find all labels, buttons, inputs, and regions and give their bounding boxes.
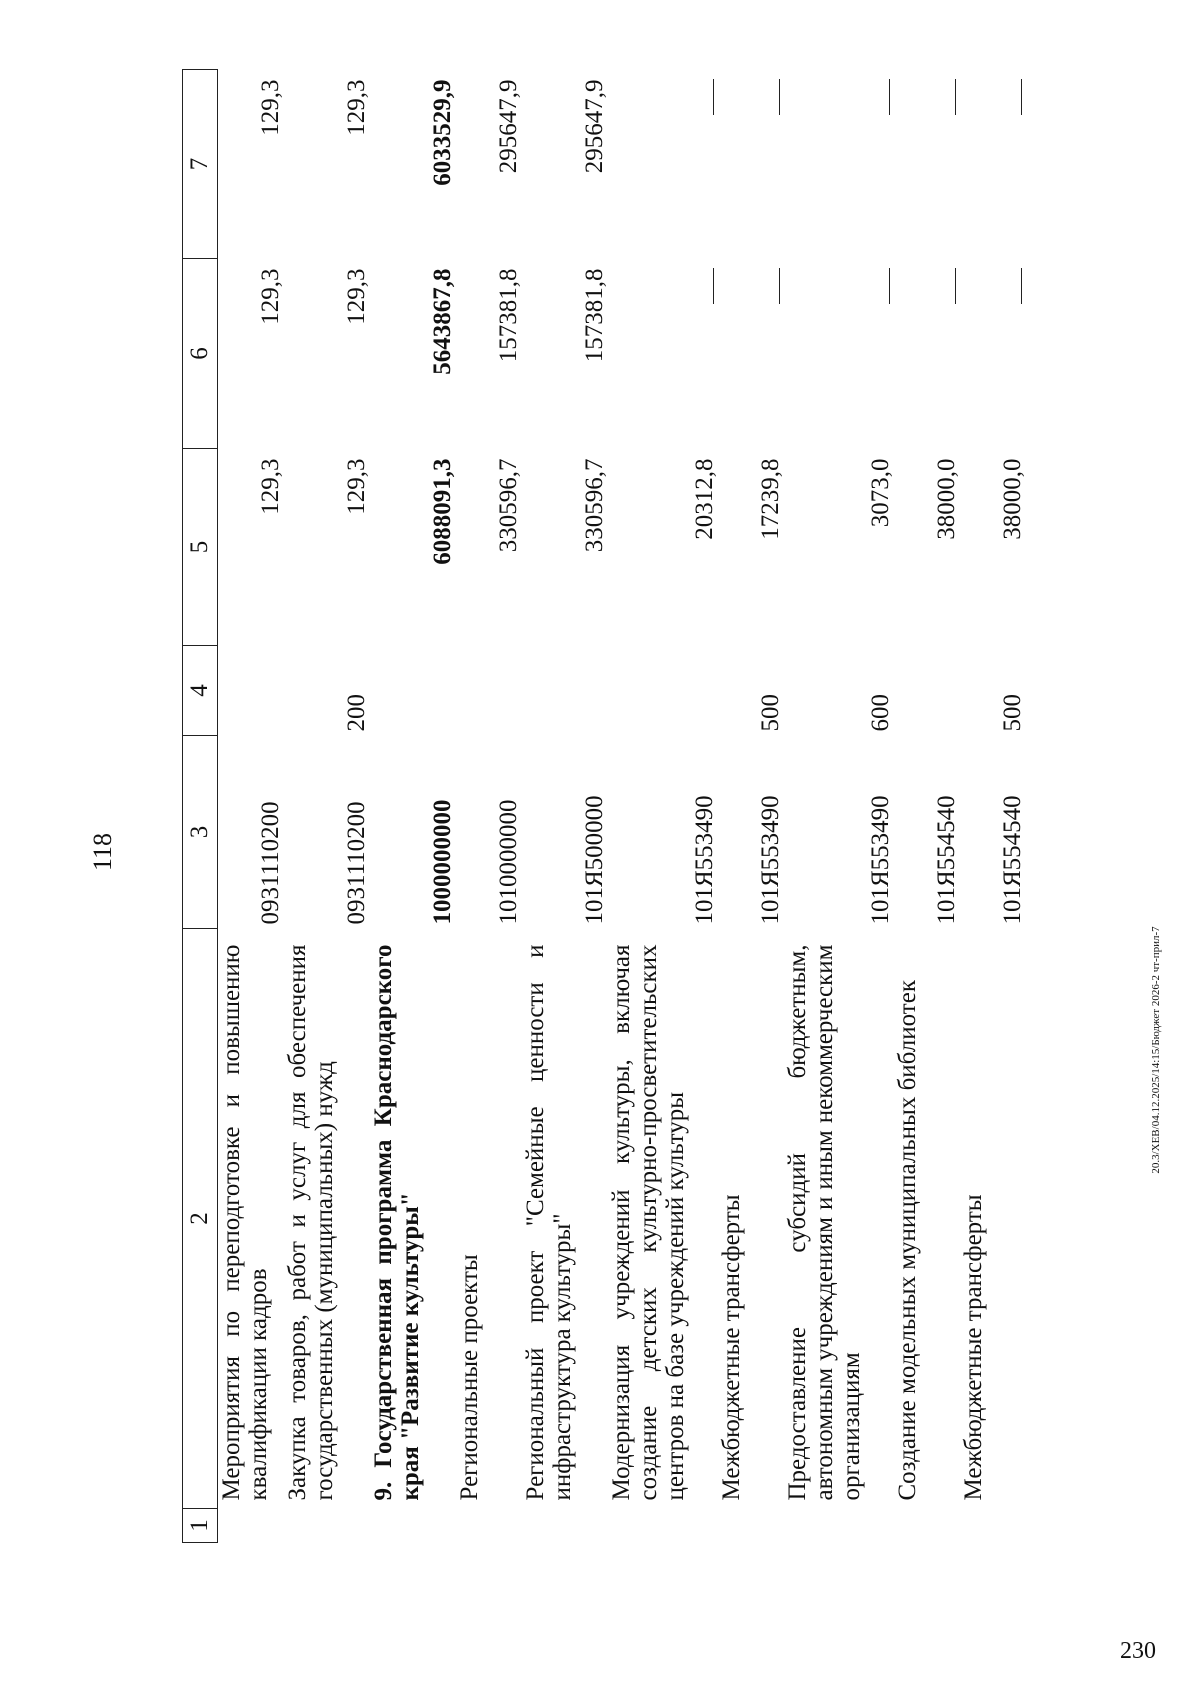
row-value-7 (456, 70, 522, 259)
row-name-text: Региональный проект "Семейные ценности и инфраструктура культуры" (522, 944, 576, 1501)
row-number (784, 1509, 894, 1543)
row-name-text: Модернизация учреждений культуры, включая создание детских культурно-просветительских центров на базе учреждений культуры (608, 944, 689, 1501)
row-value-6-text: 5643867,8 (429, 268, 456, 375)
row-value-6 (284, 259, 370, 449)
row-number-text: 9. (370, 1481, 397, 1501)
row-value-7 (608, 70, 718, 259)
row-value-7-text: 129,3 (257, 79, 284, 136)
row-code (960, 736, 1026, 929)
row-name-text: Закупка товаров, работ и услуг для обеспечения государственных (муниципальных) нужд (284, 944, 338, 1501)
row-code (370, 736, 456, 929)
row-value-7-text: 6033529,9 (429, 79, 456, 186)
row-type-text: 200 (343, 694, 370, 732)
row-code-text: 0931110200 (257, 801, 284, 925)
dash-mark (713, 80, 714, 116)
row-value-6 (370, 259, 456, 449)
dash-mark (955, 269, 956, 305)
row-value-7-text: 295647,9 (581, 79, 608, 174)
row-value-5-text: 38000,0 (999, 458, 1026, 540)
table-row (218, 70, 285, 1543)
table-row (608, 70, 718, 1543)
row-type (370, 646, 456, 736)
dash-mark (889, 80, 890, 116)
row-value-7 (370, 70, 456, 259)
row-name-text: Региональные проекты (456, 1254, 483, 1501)
row-type (718, 646, 784, 736)
row-type (894, 646, 960, 736)
header-col-7: 7 (183, 70, 218, 259)
row-value-6 (608, 259, 718, 449)
table-row (522, 70, 608, 1543)
row-value-6 (456, 259, 522, 449)
row-code (894, 736, 960, 929)
row-value-5 (718, 449, 784, 646)
row-value-6 (784, 259, 894, 449)
row-value-5 (894, 449, 960, 646)
table-row (284, 70, 370, 1543)
row-value-7 (960, 70, 1026, 259)
row-value-7 (522, 70, 608, 259)
row-value-5 (784, 449, 894, 646)
budget-table (182, 69, 1026, 1543)
dash-mark (779, 269, 780, 305)
row-value-5 (284, 449, 370, 646)
row-name (718, 929, 784, 1509)
row-value-5 (960, 449, 1026, 646)
row-name (522, 929, 608, 1509)
row-code-text: 101Я500000 (581, 795, 608, 925)
row-value-5 (218, 449, 285, 646)
row-code-text: 0931110200 (343, 801, 370, 925)
row-code-text: 101Я553490 (867, 795, 894, 925)
row-name-text: Межбюджетные трансферты (718, 1194, 745, 1501)
row-type-text: 500 (999, 694, 1026, 732)
row-code-text: 101Я553490 (757, 795, 784, 925)
row-name (284, 929, 370, 1509)
row-name-text: Создание модельных муниципальных библиотек (894, 980, 921, 1501)
row-value-7 (218, 70, 285, 259)
row-value-6 (522, 259, 608, 449)
row-code (456, 736, 522, 929)
row-code-text: 1000000000 (429, 799, 456, 925)
row-value-5-text: 38000,0 (933, 458, 960, 540)
header-col-5: 5 (183, 449, 218, 646)
row-value-5-text: 330596,7 (581, 458, 608, 553)
row-number (218, 1509, 285, 1543)
row-value-6 (960, 259, 1026, 449)
row-type (784, 646, 894, 736)
row-value-7 (784, 70, 894, 259)
row-number (456, 1509, 522, 1543)
row-value-7 (284, 70, 370, 259)
row-value-5 (608, 449, 718, 646)
header-col-1: 1 (183, 1509, 218, 1543)
row-value-6-text: 157381,8 (495, 268, 522, 363)
row-code (784, 736, 894, 929)
row-type (608, 646, 718, 736)
row-name-text: Межбюджетные трансферты (960, 1194, 987, 1501)
row-code (218, 736, 285, 929)
dash-mark (1021, 80, 1022, 116)
row-value-7 (718, 70, 784, 259)
row-value-6-text: 129,3 (343, 268, 370, 325)
row-code-text: 101Я554540 (999, 795, 1026, 925)
row-name (784, 929, 894, 1509)
table-header-row (183, 70, 218, 1543)
row-number (608, 1509, 718, 1543)
row-value-6-text: 129,3 (257, 268, 284, 325)
row-value-5 (456, 449, 522, 646)
row-name (960, 929, 1026, 1509)
row-value-5 (522, 449, 608, 646)
row-code (608, 736, 718, 929)
row-name-text: Предоставление субсидий бюджетным, автономным учреждениям и иным некоммерческим организациям (784, 944, 865, 1501)
row-code-text: 1010000000 (495, 799, 522, 925)
table-row (718, 70, 784, 1543)
row-number (284, 1509, 370, 1543)
page-number-bottom: 230 (1120, 1638, 1156, 1664)
header-col-2: 2 (183, 929, 218, 1509)
row-type (218, 646, 285, 736)
row-value-5 (370, 449, 456, 646)
row-value-6-text: 157381,8 (581, 268, 608, 363)
row-name-text: Государственная программа Краснодарского края "Развитие культуры" (370, 944, 424, 1501)
dash-mark (955, 80, 956, 116)
row-code-text: 101Я554540 (933, 795, 960, 925)
row-value-5-text: 3073,0 (867, 458, 894, 528)
row-code-text: 101Я553490 (691, 795, 718, 925)
table-row (370, 70, 456, 1543)
table-row (894, 70, 960, 1543)
row-value-5-text: 330596,7 (495, 458, 522, 553)
row-type-text: 600 (867, 694, 894, 732)
row-number (960, 1509, 1026, 1543)
row-code (284, 736, 370, 929)
row-number (370, 1509, 456, 1543)
row-name (894, 929, 960, 1509)
header-col-3: 3 (183, 736, 218, 929)
row-value-5-text: 17239,8 (757, 458, 784, 540)
dash-mark (1021, 269, 1022, 305)
row-name-text: Мероприятия по переподготовке и повышению квалификации кадров (218, 944, 272, 1501)
header-col-4: 4 (183, 646, 218, 736)
row-number (522, 1509, 608, 1543)
row-value-5-text: 129,3 (257, 458, 284, 515)
table-row (960, 70, 1026, 1543)
row-type-text: 500 (757, 694, 784, 732)
row-name (370, 929, 456, 1509)
row-number (894, 1509, 960, 1543)
row-number (718, 1509, 784, 1543)
row-value-7-text: 295647,9 (495, 79, 522, 174)
dash-mark (779, 80, 780, 116)
budget-table-rotated (182, 70, 1106, 1543)
footer-code: 20.3/ХЕВ/04.12.2025/14:15/Бюджет 2026-2 чт-прил-7 (1150, 926, 1162, 1174)
dash-mark (713, 269, 714, 305)
row-value-7 (894, 70, 960, 259)
row-value-6 (218, 259, 285, 449)
row-value-6 (894, 259, 960, 449)
row-type (522, 646, 608, 736)
row-name (218, 929, 285, 1509)
row-value-5-text: 129,3 (343, 458, 370, 515)
row-value-7-text: 129,3 (343, 79, 370, 136)
row-code (522, 736, 608, 929)
dash-mark (889, 269, 890, 305)
row-value-5-text: 6088091,3 (429, 458, 456, 565)
row-type (284, 646, 370, 736)
page-number-top: 118 (88, 832, 117, 871)
row-value-5-text: 20312,8 (691, 458, 718, 540)
row-type (456, 646, 522, 736)
table-row (456, 70, 522, 1543)
row-type (960, 646, 1026, 736)
row-code (718, 736, 784, 929)
table-row (784, 70, 894, 1543)
row-name (456, 929, 522, 1509)
row-name (608, 929, 718, 1509)
header-col-6: 6 (183, 259, 218, 449)
row-value-6 (718, 259, 784, 449)
